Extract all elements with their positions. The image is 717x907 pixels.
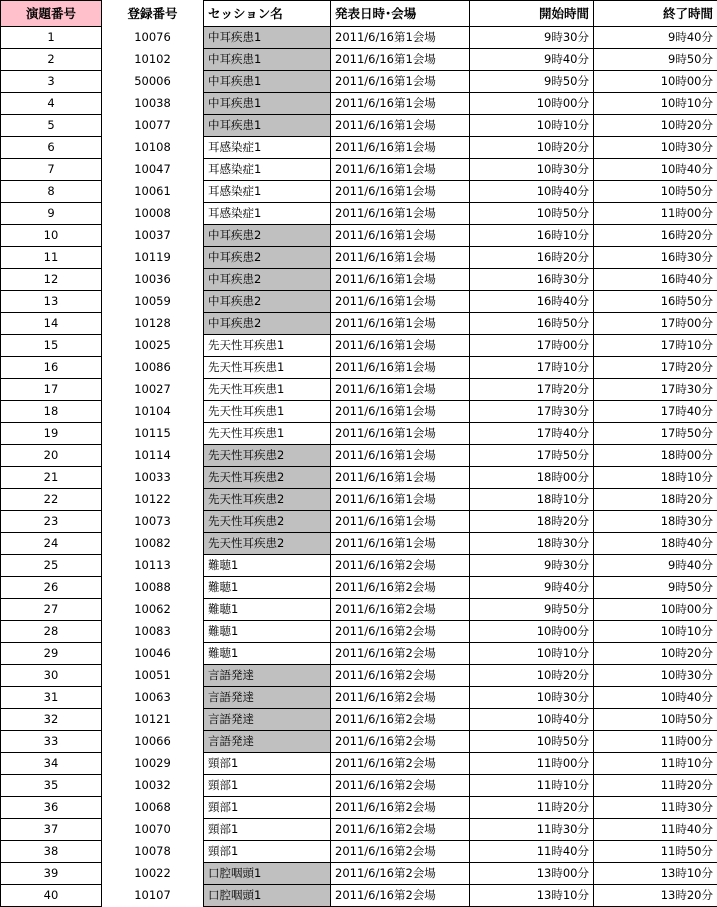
cell-session: 中耳疾患1 <box>204 49 331 71</box>
cell-start-time: 9時50分 <box>470 71 594 93</box>
cell-number: 5 <box>1 115 102 137</box>
cell-number: 26 <box>1 577 102 599</box>
cell-end-time: 9時40分 <box>594 555 717 577</box>
table-row <box>1 643 717 665</box>
table-row <box>1 687 717 709</box>
cell-end-time: 18時10分 <box>594 467 717 489</box>
cell-start-time: 17時50分 <box>470 445 594 467</box>
cell-end-time: 10時00分 <box>594 71 717 93</box>
cell-start-time: 11時40分 <box>470 841 594 863</box>
cell-session: 口腔咽頭1 <box>204 885 331 907</box>
cell-session: 中耳疾患2 <box>204 225 331 247</box>
cell-session: 頸部1 <box>204 819 331 841</box>
cell-registration: 10051 <box>102 665 204 687</box>
cell-registration: 10025 <box>102 335 204 357</box>
table-row <box>1 313 717 335</box>
header-row <box>1 1 717 27</box>
table-row <box>1 709 717 731</box>
cell-end-time: 10時30分 <box>594 665 717 687</box>
cell-registration: 10063 <box>102 687 204 709</box>
cell-number: 31 <box>1 687 102 709</box>
cell-session: 先天性耳疾患1 <box>204 379 331 401</box>
cell-number: 36 <box>1 797 102 819</box>
cell-datetime-venue: 2011/6/16第1会場 <box>331 159 470 181</box>
cell-start-time: 17時40分 <box>470 423 594 445</box>
cell-number: 21 <box>1 467 102 489</box>
cell-end-time: 10時40分 <box>594 687 717 709</box>
cell-start-time: 9時50分 <box>470 599 594 621</box>
cell-end-time: 17時10分 <box>594 335 717 357</box>
cell-number: 24 <box>1 533 102 555</box>
table-row <box>1 401 717 423</box>
cell-number: 20 <box>1 445 102 467</box>
cell-number: 14 <box>1 313 102 335</box>
cell-registration: 10086 <box>102 357 204 379</box>
cell-datetime-venue: 2011/6/16第1会場 <box>331 247 470 269</box>
cell-datetime-venue: 2011/6/16第2会場 <box>331 643 470 665</box>
cell-session: 先天性耳疾患1 <box>204 401 331 423</box>
table-row <box>1 885 717 907</box>
cell-end-time: 11時00分 <box>594 731 717 753</box>
cell-start-time: 10時20分 <box>470 137 594 159</box>
cell-number: 27 <box>1 599 102 621</box>
table-row <box>1 599 717 621</box>
cell-datetime-venue: 2011/6/16第1会場 <box>331 181 470 203</box>
cell-end-time: 10時20分 <box>594 643 717 665</box>
cell-datetime-venue: 2011/6/16第2会場 <box>331 797 470 819</box>
cell-start-time: 9時30分 <box>470 555 594 577</box>
table-row <box>1 423 717 445</box>
table-row <box>1 115 717 137</box>
cell-end-time: 10時00分 <box>594 599 717 621</box>
cell-registration: 10062 <box>102 599 204 621</box>
header-start-time: 開始時間 <box>470 1 594 27</box>
cell-registration: 10037 <box>102 225 204 247</box>
cell-start-time: 9時40分 <box>470 577 594 599</box>
table-row <box>1 621 717 643</box>
cell-start-time: 10時40分 <box>470 709 594 731</box>
table-row <box>1 71 717 93</box>
cell-number: 1 <box>1 27 102 49</box>
cell-end-time: 11時10分 <box>594 753 717 775</box>
cell-session: 頸部1 <box>204 775 331 797</box>
cell-start-time: 16時40分 <box>470 291 594 313</box>
cell-datetime-venue: 2011/6/16第1会場 <box>331 423 470 445</box>
cell-start-time: 18時30分 <box>470 533 594 555</box>
cell-start-time: 10時50分 <box>470 203 594 225</box>
cell-end-time: 17時20分 <box>594 357 717 379</box>
table-row <box>1 137 717 159</box>
cell-start-time: 11時10分 <box>470 775 594 797</box>
cell-end-time: 17時50分 <box>594 423 717 445</box>
cell-end-time: 17時40分 <box>594 401 717 423</box>
cell-session: 言語発達 <box>204 687 331 709</box>
cell-start-time: 13時10分 <box>470 885 594 907</box>
cell-start-time: 9時30分 <box>470 27 594 49</box>
cell-number: 22 <box>1 489 102 511</box>
cell-end-time: 10時10分 <box>594 93 717 115</box>
cell-end-time: 10時20分 <box>594 115 717 137</box>
cell-number: 35 <box>1 775 102 797</box>
cell-number: 28 <box>1 621 102 643</box>
cell-datetime-venue: 2011/6/16第1会場 <box>331 71 470 93</box>
cell-registration: 10128 <box>102 313 204 335</box>
cell-session: 頸部1 <box>204 797 331 819</box>
cell-session: 難聴1 <box>204 555 331 577</box>
cell-number: 29 <box>1 643 102 665</box>
cell-number: 10 <box>1 225 102 247</box>
cell-datetime-venue: 2011/6/16第2会場 <box>331 665 470 687</box>
cell-number: 19 <box>1 423 102 445</box>
table-row <box>1 775 717 797</box>
cell-start-time: 10時30分 <box>470 687 594 709</box>
cell-end-time: 16時20分 <box>594 225 717 247</box>
cell-datetime-venue: 2011/6/16第1会場 <box>331 313 470 335</box>
table-row <box>1 181 717 203</box>
cell-datetime-venue: 2011/6/16第1会場 <box>331 115 470 137</box>
header-number: 演題番号 <box>1 1 102 27</box>
cell-session: 言語発達 <box>204 665 331 687</box>
cell-start-time: 10時20分 <box>470 665 594 687</box>
cell-number: 7 <box>1 159 102 181</box>
table-row <box>1 49 717 71</box>
cell-datetime-venue: 2011/6/16第2会場 <box>331 687 470 709</box>
table-row <box>1 665 717 687</box>
cell-start-time: 17時00分 <box>470 335 594 357</box>
cell-number: 18 <box>1 401 102 423</box>
cell-start-time: 10時00分 <box>470 621 594 643</box>
cell-number: 38 <box>1 841 102 863</box>
cell-registration: 10059 <box>102 291 204 313</box>
cell-datetime-venue: 2011/6/16第1会場 <box>331 357 470 379</box>
cell-registration: 10077 <box>102 115 204 137</box>
cell-start-time: 10時40分 <box>470 181 594 203</box>
cell-number: 3 <box>1 71 102 93</box>
cell-session: 難聴1 <box>204 643 331 665</box>
cell-session: 難聴1 <box>204 599 331 621</box>
cell-registration: 10078 <box>102 841 204 863</box>
cell-datetime-venue: 2011/6/16第2会場 <box>331 863 470 885</box>
cell-end-time: 11時30分 <box>594 797 717 819</box>
cell-registration: 10036 <box>102 269 204 291</box>
cell-start-time: 10時10分 <box>470 643 594 665</box>
cell-datetime-venue: 2011/6/16第1会場 <box>331 445 470 467</box>
cell-session: 中耳疾患1 <box>204 115 331 137</box>
cell-number: 39 <box>1 863 102 885</box>
cell-end-time: 18時40分 <box>594 533 717 555</box>
table-row <box>1 577 717 599</box>
cell-session: 耳感染症1 <box>204 137 331 159</box>
cell-session: 先天性耳疾患2 <box>204 445 331 467</box>
cell-start-time: 13時00分 <box>470 863 594 885</box>
cell-end-time: 16時50分 <box>594 291 717 313</box>
table-row <box>1 555 717 577</box>
cell-session: 頸部1 <box>204 753 331 775</box>
table-row <box>1 511 717 533</box>
table-row <box>1 203 717 225</box>
cell-registration: 10033 <box>102 467 204 489</box>
cell-registration: 10047 <box>102 159 204 181</box>
cell-registration: 10068 <box>102 797 204 819</box>
cell-session: 難聴1 <box>204 577 331 599</box>
cell-session: 耳感染症1 <box>204 159 331 181</box>
cell-session: 先天性耳疾患1 <box>204 423 331 445</box>
header-end-time: 終了時間 <box>594 1 717 27</box>
cell-session: 先天性耳疾患2 <box>204 467 331 489</box>
cell-registration: 10008 <box>102 203 204 225</box>
cell-number: 40 <box>1 885 102 907</box>
cell-start-time: 17時20分 <box>470 379 594 401</box>
cell-number: 37 <box>1 819 102 841</box>
cell-number: 4 <box>1 93 102 115</box>
cell-datetime-venue: 2011/6/16第2会場 <box>331 731 470 753</box>
cell-session: 先天性耳疾患1 <box>204 335 331 357</box>
cell-number: 8 <box>1 181 102 203</box>
table-row <box>1 467 717 489</box>
cell-start-time: 17時30分 <box>470 401 594 423</box>
cell-session: 先天性耳疾患2 <box>204 533 331 555</box>
cell-end-time: 11時50分 <box>594 841 717 863</box>
table-row <box>1 445 717 467</box>
cell-registration: 10121 <box>102 709 204 731</box>
cell-number: 32 <box>1 709 102 731</box>
cell-number: 13 <box>1 291 102 313</box>
cell-datetime-venue: 2011/6/16第2会場 <box>331 599 470 621</box>
cell-number: 17 <box>1 379 102 401</box>
cell-end-time: 17時00分 <box>594 313 717 335</box>
cell-end-time: 18時30分 <box>594 511 717 533</box>
cell-number: 6 <box>1 137 102 159</box>
header-datetime-venue: 発表日時･会場 <box>331 1 470 27</box>
cell-registration: 10104 <box>102 401 204 423</box>
table-row <box>1 93 717 115</box>
table-row <box>1 291 717 313</box>
cell-start-time: 11時20分 <box>470 797 594 819</box>
cell-datetime-venue: 2011/6/16第1会場 <box>331 93 470 115</box>
cell-registration: 10032 <box>102 775 204 797</box>
cell-datetime-venue: 2011/6/16第2会場 <box>331 885 470 907</box>
cell-number: 34 <box>1 753 102 775</box>
cell-start-time: 18時10分 <box>470 489 594 511</box>
table-row <box>1 489 717 511</box>
cell-datetime-venue: 2011/6/16第1会場 <box>331 533 470 555</box>
cell-session: 先天性耳疾患2 <box>204 489 331 511</box>
cell-end-time: 11時20分 <box>594 775 717 797</box>
cell-session: 耳感染症1 <box>204 203 331 225</box>
cell-registration: 10029 <box>102 753 204 775</box>
table-row <box>1 863 717 885</box>
cell-start-time: 18時00分 <box>470 467 594 489</box>
cell-datetime-venue: 2011/6/16第2会場 <box>331 841 470 863</box>
cell-session: 言語発達 <box>204 709 331 731</box>
table-row <box>1 379 717 401</box>
table-row <box>1 269 717 291</box>
cell-datetime-venue: 2011/6/16第2会場 <box>331 775 470 797</box>
table-row <box>1 225 717 247</box>
cell-datetime-venue: 2011/6/16第2会場 <box>331 621 470 643</box>
cell-start-time: 10時30分 <box>470 159 594 181</box>
cell-session: 中耳疾患2 <box>204 247 331 269</box>
cell-end-time: 11時00分 <box>594 203 717 225</box>
cell-start-time: 11時30分 <box>470 819 594 841</box>
cell-session: 頸部1 <box>204 841 331 863</box>
table-row <box>1 753 717 775</box>
cell-end-time: 13時10分 <box>594 863 717 885</box>
cell-end-time: 9時50分 <box>594 577 717 599</box>
cell-start-time: 11時00分 <box>470 753 594 775</box>
cell-number: 16 <box>1 357 102 379</box>
table-row <box>1 533 717 555</box>
cell-number: 30 <box>1 665 102 687</box>
cell-datetime-venue: 2011/6/16第1会場 <box>331 203 470 225</box>
cell-session: 中耳疾患1 <box>204 71 331 93</box>
table-row <box>1 27 717 49</box>
cell-registration: 10073 <box>102 511 204 533</box>
cell-registration: 10119 <box>102 247 204 269</box>
cell-start-time: 16時20分 <box>470 247 594 269</box>
cell-registration: 10038 <box>102 93 204 115</box>
cell-datetime-venue: 2011/6/16第1会場 <box>331 291 470 313</box>
cell-registration: 10088 <box>102 577 204 599</box>
cell-end-time: 10時50分 <box>594 181 717 203</box>
cell-datetime-venue: 2011/6/16第1会場 <box>331 137 470 159</box>
cell-session: 中耳疾患2 <box>204 269 331 291</box>
cell-datetime-venue: 2011/6/16第1会場 <box>331 49 470 71</box>
cell-start-time: 16時50分 <box>470 313 594 335</box>
cell-registration: 10022 <box>102 863 204 885</box>
cell-datetime-venue: 2011/6/16第1会場 <box>331 467 470 489</box>
cell-start-time: 16時30分 <box>470 269 594 291</box>
cell-registration: 10083 <box>102 621 204 643</box>
cell-end-time: 16時30分 <box>594 247 717 269</box>
cell-registration: 10070 <box>102 819 204 841</box>
cell-registration: 10076 <box>102 27 204 49</box>
cell-datetime-venue: 2011/6/16第2会場 <box>331 753 470 775</box>
cell-end-time: 9時40分 <box>594 27 717 49</box>
cell-registration: 10122 <box>102 489 204 511</box>
cell-registration: 10108 <box>102 137 204 159</box>
cell-session: 中耳疾患2 <box>204 313 331 335</box>
table-row <box>1 357 717 379</box>
cell-registration: 10115 <box>102 423 204 445</box>
cell-number: 9 <box>1 203 102 225</box>
cell-number: 33 <box>1 731 102 753</box>
cell-datetime-venue: 2011/6/16第1会場 <box>331 335 470 357</box>
cell-registration: 50006 <box>102 71 204 93</box>
cell-session: 耳感染症1 <box>204 181 331 203</box>
cell-end-time: 10時10分 <box>594 621 717 643</box>
cell-number: 23 <box>1 511 102 533</box>
cell-registration: 10066 <box>102 731 204 753</box>
cell-registration: 10107 <box>102 885 204 907</box>
cell-session: 言語発達 <box>204 731 331 753</box>
cell-number: 12 <box>1 269 102 291</box>
cell-session: 口腔咽頭1 <box>204 863 331 885</box>
cell-end-time: 10時30分 <box>594 137 717 159</box>
cell-end-time: 17時30分 <box>594 379 717 401</box>
cell-registration: 10082 <box>102 533 204 555</box>
table-row <box>1 797 717 819</box>
cell-datetime-venue: 2011/6/16第1会場 <box>331 489 470 511</box>
schedule-body <box>1 1 717 907</box>
cell-start-time: 10時00分 <box>470 93 594 115</box>
header-registration: 登録番号 <box>102 1 204 27</box>
cell-end-time: 9時50分 <box>594 49 717 71</box>
cell-start-time: 9時40分 <box>470 49 594 71</box>
cell-number: 25 <box>1 555 102 577</box>
cell-registration: 10061 <box>102 181 204 203</box>
cell-registration: 10027 <box>102 379 204 401</box>
table-row <box>1 247 717 269</box>
cell-registration: 10102 <box>102 49 204 71</box>
cell-end-time: 13時20分 <box>594 885 717 907</box>
cell-datetime-venue: 2011/6/16第2会場 <box>331 577 470 599</box>
cell-start-time: 18時20分 <box>470 511 594 533</box>
cell-number: 2 <box>1 49 102 71</box>
cell-end-time: 10時40分 <box>594 159 717 181</box>
cell-end-time: 18時00分 <box>594 445 717 467</box>
cell-start-time: 10時50分 <box>470 731 594 753</box>
cell-registration: 10046 <box>102 643 204 665</box>
cell-datetime-venue: 2011/6/16第1会場 <box>331 269 470 291</box>
cell-datetime-venue: 2011/6/16第1会場 <box>331 401 470 423</box>
cell-datetime-venue: 2011/6/16第1会場 <box>331 27 470 49</box>
cell-end-time: 10時50分 <box>594 709 717 731</box>
cell-start-time: 17時10分 <box>470 357 594 379</box>
cell-datetime-venue: 2011/6/16第1会場 <box>331 225 470 247</box>
cell-start-time: 16時10分 <box>470 225 594 247</box>
table-row <box>1 335 717 357</box>
cell-session: 難聴1 <box>204 621 331 643</box>
cell-session: 先天性耳疾患2 <box>204 511 331 533</box>
cell-end-time: 11時40分 <box>594 819 717 841</box>
table-row <box>1 731 717 753</box>
table-row <box>1 159 717 181</box>
cell-end-time: 16時40分 <box>594 269 717 291</box>
cell-datetime-venue: 2011/6/16第2会場 <box>331 819 470 841</box>
header-session: セッション名 <box>204 1 331 27</box>
cell-datetime-venue: 2011/6/16第1会場 <box>331 379 470 401</box>
cell-session: 中耳疾患2 <box>204 291 331 313</box>
cell-number: 15 <box>1 335 102 357</box>
table-row <box>1 841 717 863</box>
cell-datetime-venue: 2011/6/16第2会場 <box>331 555 470 577</box>
cell-datetime-venue: 2011/6/16第2会場 <box>331 709 470 731</box>
table-row <box>1 819 717 841</box>
cell-session: 中耳疾患1 <box>204 93 331 115</box>
cell-number: 11 <box>1 247 102 269</box>
cell-start-time: 10時10分 <box>470 115 594 137</box>
cell-session: 先天性耳疾患1 <box>204 357 331 379</box>
cell-end-time: 18時20分 <box>594 489 717 511</box>
cell-session: 中耳疾患1 <box>204 27 331 49</box>
cell-registration: 10114 <box>102 445 204 467</box>
cell-registration: 10113 <box>102 555 204 577</box>
cell-datetime-venue: 2011/6/16第1会場 <box>331 511 470 533</box>
